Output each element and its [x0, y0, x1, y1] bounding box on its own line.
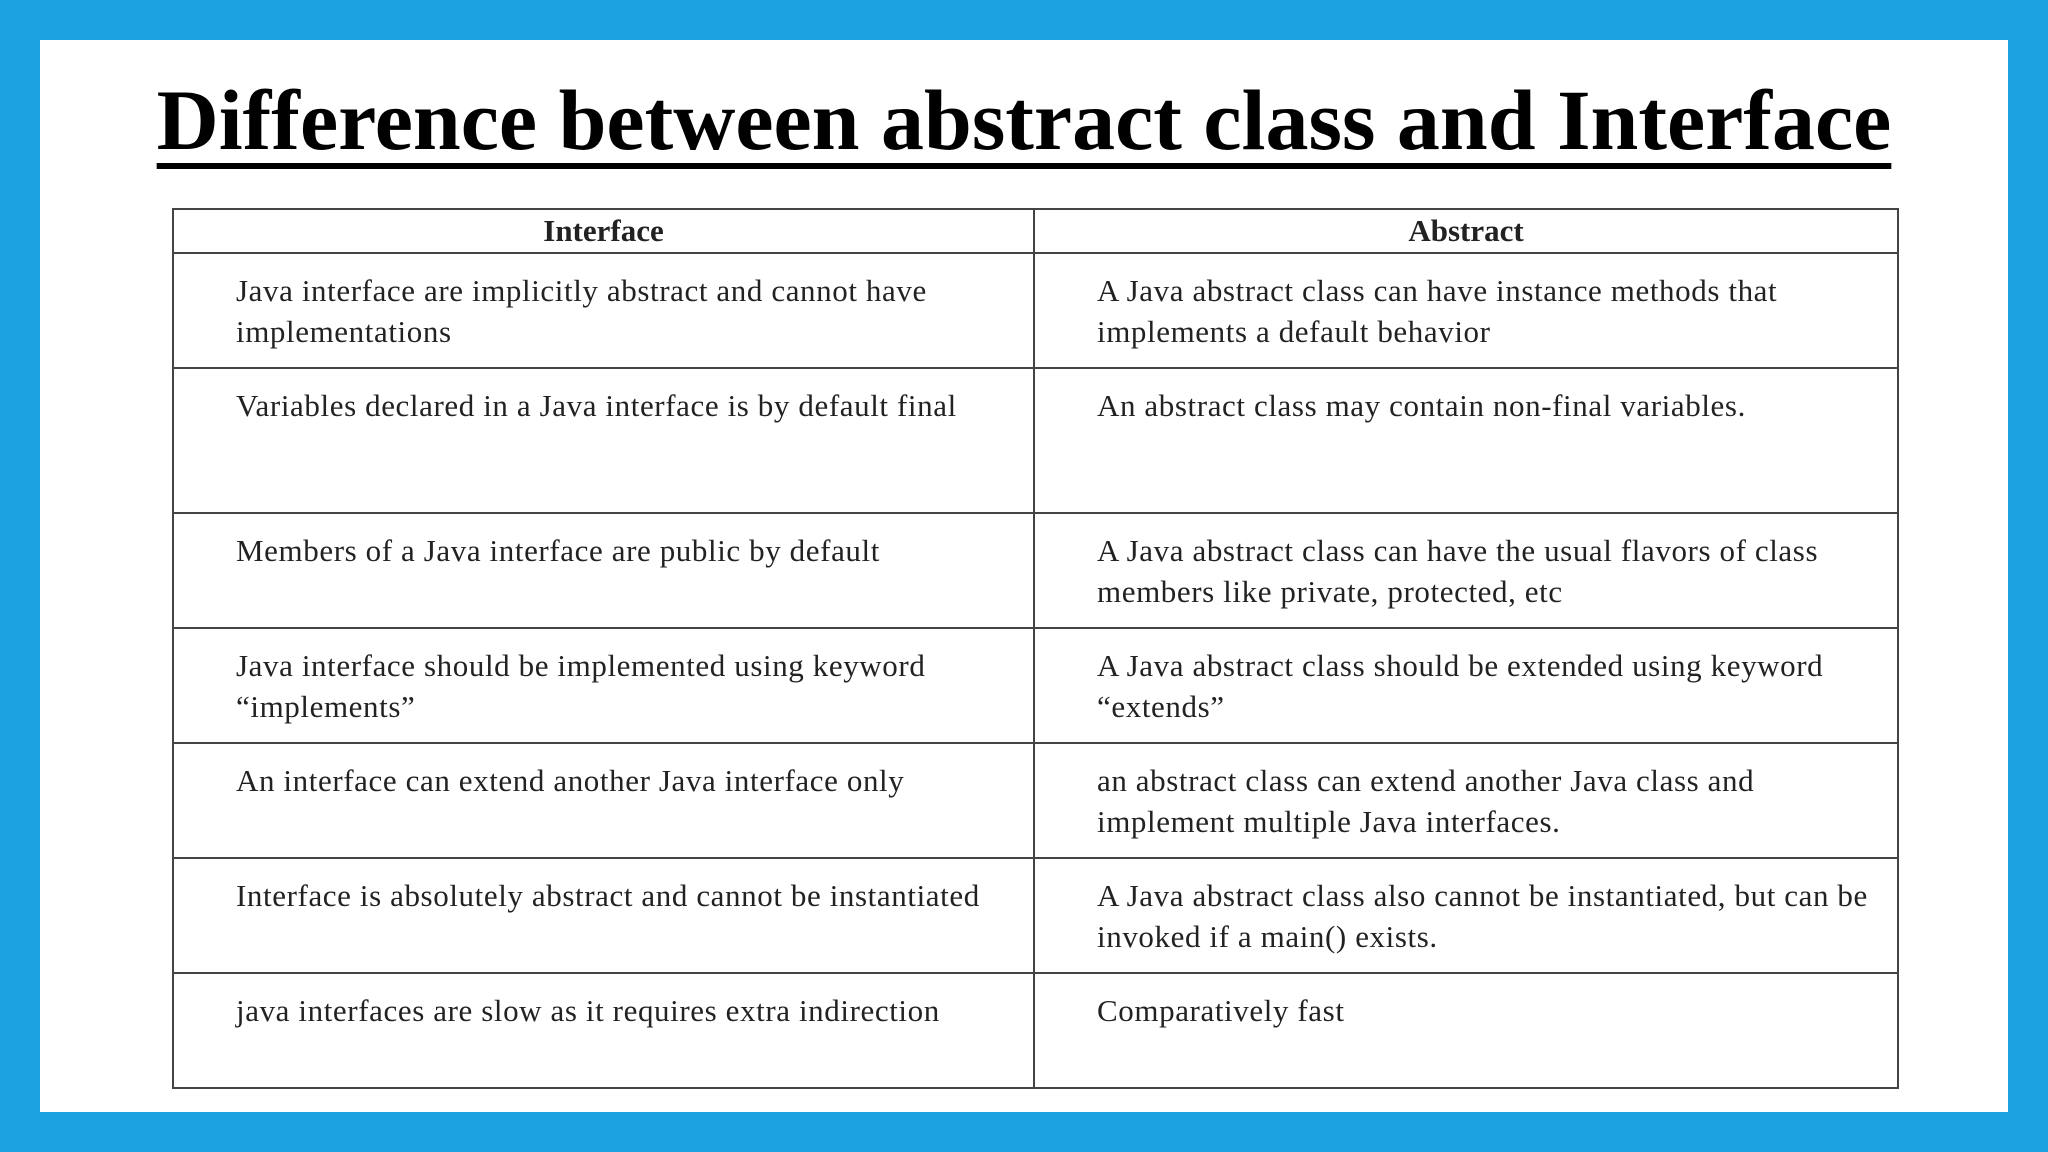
abstract-cell: [1034, 628, 1898, 743]
interface-cell-text: An interface can extend another Java interface only: [236, 763, 905, 798]
abstract-cell-text: An abstract class may contain non-final variables.: [1097, 388, 1746, 423]
interface-cell: [173, 743, 1034, 858]
abstract-cell-text: A Java abstract class also cannot be instantiated, but can be invoked if a main() exists.: [1097, 878, 1877, 954]
interface-cell: [173, 368, 1034, 513]
abstract-cell: [1034, 513, 1898, 628]
abstract-cell-text: A Java abstract class can have the usual flavors of class members like private, protected, etc: [1097, 533, 1827, 609]
abstract-cell: [1034, 743, 1898, 858]
interface-cell-text: Java interface should be implemented using keyword “implements”: [236, 648, 934, 724]
abstract-cell: [1034, 858, 1898, 973]
table-row: [173, 253, 1898, 368]
interface-cell: [173, 513, 1034, 628]
interface-cell: [173, 973, 1034, 1088]
page-title-text: Difference between abstract class and Interface: [156, 72, 1892, 168]
interface-cell-text: Java interface are implicitly abstract and cannot have implementations: [236, 273, 936, 349]
interface-cell-text: Interface is absolutely abstract and cannot be instantiated: [236, 878, 980, 913]
interface-cell: [173, 858, 1034, 973]
abstract-cell: [1034, 368, 1898, 513]
interface-cell: [173, 253, 1034, 368]
table-row: [173, 628, 1898, 743]
interface-cell: [173, 628, 1034, 743]
abstract-cell: [1034, 253, 1898, 368]
table-row: [173, 973, 1898, 1088]
header-abstract: Abstract: [1034, 209, 1898, 253]
page-title: [0, 70, 2048, 170]
table-row: [173, 368, 1898, 513]
abstract-cell-text: A Java abstract class should be extended using keyword “extends”: [1097, 648, 1832, 724]
interface-cell-text: Variables declared in a Java interface is by default final: [236, 388, 957, 423]
table-header-row: [173, 209, 1898, 253]
interface-cell-text: java interfaces are slow as it requires extra indirection: [236, 993, 940, 1028]
abstract-cell: [1034, 973, 1898, 1088]
comparison-table: [172, 208, 1899, 1089]
abstract-cell-text: Comparatively fast: [1097, 993, 1345, 1028]
table-row: [173, 858, 1898, 973]
table-row: [173, 743, 1898, 858]
header-interface: Interface: [173, 209, 1034, 253]
interface-cell-text: Members of a Java interface are public by default: [236, 533, 880, 568]
table-row: [173, 513, 1898, 628]
abstract-cell-text: an abstract class can extend another Java class and implement multiple Java interfaces.: [1097, 763, 1763, 839]
abstract-cell-text: A Java abstract class can have instance methods that implements a default behavior: [1097, 273, 1786, 349]
